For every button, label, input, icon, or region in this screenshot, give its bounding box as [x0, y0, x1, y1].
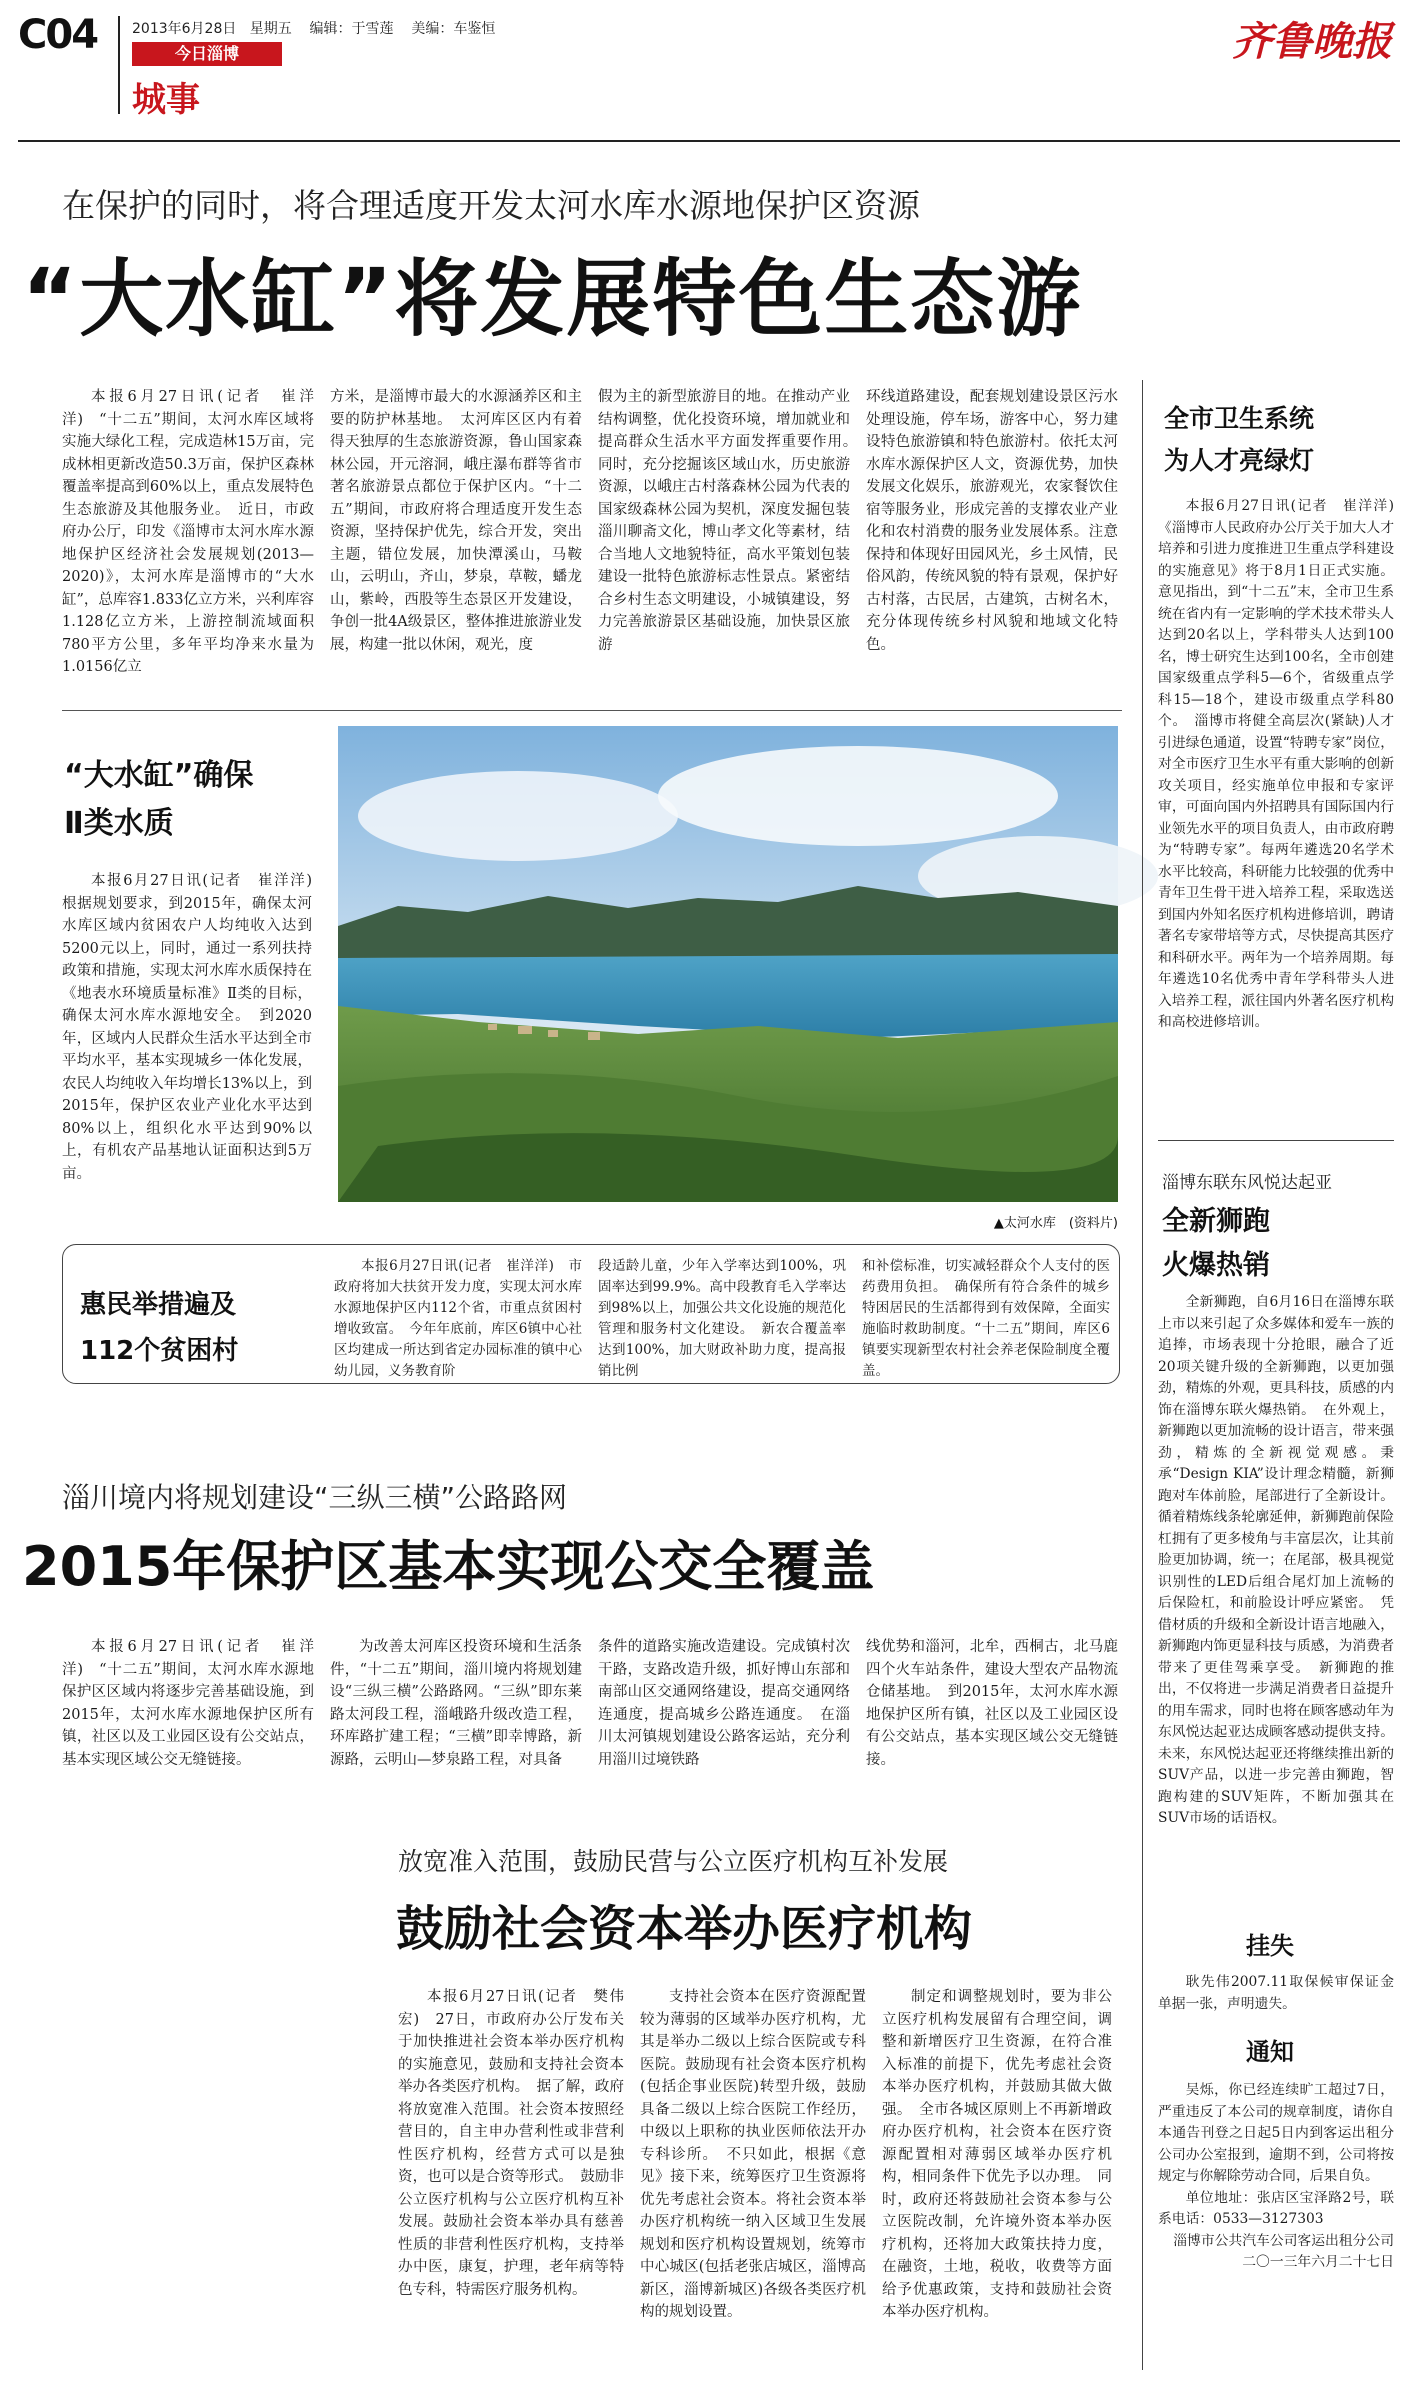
- story4-col4: [866, 1636, 1118, 1796]
- sidebar-b-kicker: 淄博东联东风悦达起亚: [1162, 1173, 1332, 1193]
- story1-col1-text: 本报6月27日讯(记者 崔洋洋) “十二五”期间，太河水库区域将实施大绿化工程，完成造林15万亩，完成林相更新改造50.3万亩，保护区森林覆盖率提高到60%以上，重点发展特色生态旅游及其他服务业。 近日，市政府办公厅，印发《淄博市太河水库水源地保护区经济社会发展规划(2013—2020)》，太河水库是淄博市的“大水缸”，总库容1.833亿立方米，兴利库容1.128亿立方米，上游控制流域面积780平方公里，多年平均净来水量为1.0156亿立: [62, 389, 314, 675]
- story3-headline: [80, 1282, 238, 1374]
- sidebar-a-rule: [1158, 1140, 1394, 1141]
- sidebar-a-headline-line2: 为人才亮绿灯: [1164, 446, 1315, 475]
- story1-col3-text: 假为主的新型旅游目的地。在推动产业结构调整，优化投资环境，增加就业和提高群众生活水平方面发挥重要作用。 同时，充分挖掘该区域山水，历史旅游资源，以峨庄古村落森林公园为代表的国家级森林公园为契机，深度发掘包装淄川聊斋文化，博山孝文化等素材，结合当地人文地貌特征，高水平策划包装建设一批特色旅游标志性景点。紧密结合乡村生态文明建设，小城镇建设，努力完善旅游景区基础设施，加快景区旅游: [598, 389, 865, 653]
- sidebar-a-headline-line1: 全市卫生系统: [1164, 404, 1315, 433]
- sidebar-a-text: 本报6月27日讯(记者 崔洋洋) 《淄博市人民政府办公厅关于加大人才培养和引进力度推进卫生重点学科建设的实施意见》将于8月1日正式实施。意见指出，到“十二五”末，全市卫生系统在省内有一定影响的学术技术带头人达到20名以上，学科带头人达到100名，博士研究生达到100名，全市创建国家级重点学科5—6个，省级重点学科15—18个，建设市级重点学科80个。 淄博市将健全高层次(紧缺)人才引进绿色通道，设置“特聘专家”岗位，对全市医疗卫生水平有重大影响的创新攻关项目，经实施单位申报和专家评审，可面向国内外招聘具有国际国内行业领先水平的项目负责人，由市政府聘为“特聘专家”。每两年遴选20名学术水平比较高，科研能力比较强的优秀中青年卫生骨干进入培养工程，采取选送到国内外知名医疗机构进修培训，聘请著名专家带培等方式，尽快提高其医疗和科研水平。两年为一个培养周期。每年遴选10名优秀中青年学科带头人进入培养工程，派往国内外著名医疗机构和高校进修培训。: [1158, 498, 1408, 1030]
- story4-col2: [330, 1636, 582, 1796]
- story2-body: [62, 870, 327, 1210]
- story3-col3: [862, 1256, 1110, 1379]
- story3-col1-text: 本报6月27日讯(记者 崔洋洋) 市政府将加大扶贫开发力度，实现太河水库水源地保护区内112个省，市重点贫困村增收致富。 今年年底前，库区6镇中心社区均建成一所达到省定办园标准的镇中心幼儿园，义务教育阶: [334, 1258, 582, 1379]
- notice-body: [1158, 2080, 1394, 2380]
- story5-col1: [398, 1986, 624, 2366]
- header-rule: [18, 140, 1400, 142]
- section-tag: 今日淄博: [132, 42, 282, 66]
- section-name: 城事: [132, 80, 200, 120]
- story3-col1: [334, 1256, 582, 1379]
- paper-logo: 齐鲁晚报: [1232, 18, 1392, 65]
- story4-headline: 2015年保护区基本实现公交全覆盖: [22, 1535, 875, 1598]
- header-meta: [132, 18, 495, 38]
- lost-notice-body: [1158, 1972, 1394, 2022]
- story4-col3-text: 条件的道路实施改造建设。完成镇村次干路，支路改造升级，抓好博山东部和南部山区交通网络建设，提高交通网络连通度，提高城乡公路连通度。 在淄川太河镇规划建设公路客运站，充分利用淄川过境铁路: [598, 1639, 850, 1768]
- page-number: C04: [18, 12, 98, 58]
- header-vertical-divider: [118, 16, 120, 114]
- notice-signer: 淄博市公共汽车公司客运出租分公司: [1173, 2232, 1394, 2249]
- sidebar-b-text: 全新狮跑，自6月16日在淄博东联上市以来引起了众多媒体和爱车一族的追捧，市场表现十分抢眼，融合了近20项关键升级的全新狮跑，以更加强劲，精炼的外观，更具科技，质感的内饰在淄博东联火爆热销。 在外观上，新狮跑以更加流畅的设计语言，带来强劲，精炼的全新视觉观感。秉承“Design KIA”设计理念精髓，新狮跑对车体前脸，尾部进行了全新设计。循着精炼线条轮廓延伸，新狮跑前保险杠拥有了更多棱角与丰富层次，让其前脸更加协调，统一；在尾部，极具视觉识别性的LED后组合尾灯加上流畅的后保险杠，和前脸设计呼应紧密。 凭借材质的升级和全新设计语言地融入，新狮跑内饰更显科技与质感，为消费者带来了更佳驾乘享受。 新狮跑的推出，不仅将进一步满足消费者日益提升的用车需求，同时也将在顾客感动年为东风悦达起亚达成顾客感动提供支持。未来，东风悦达起亚还将继续推出新的SUV产品，以进一步完善由狮跑，智跑构建的SUV矩阵，不断加强其在SUV市场的话语权。: [1158, 1294, 1394, 1826]
- reservoir-photo: [338, 726, 1118, 1202]
- story4-col4-text: 线优势和淄河，北牟，西桐古，北马鹿四个火车站条件，建设大型农产品物流仓储基地。 到2015年，太河水库水源地保护区所有镇，社区以及工业园区设有公交站点，基本实现区域公交无缝链接。: [866, 1639, 1118, 1768]
- notice-date: 二〇一三年六月二十七日: [1242, 2254, 1394, 2270]
- story1-col2: [330, 386, 582, 688]
- story3-headline-line2: 112个贫困村: [80, 1336, 239, 1366]
- story4-kicker: 淄川境内将规划建设“三纵三横”公路路网: [62, 1481, 568, 1514]
- story1-col4: [866, 386, 1118, 688]
- editor-credit: 编辑：于雪莲: [309, 21, 394, 37]
- notice-address: 单位地址：张店区宝泽路2号，联系电话：0533—3127303: [1158, 2189, 1394, 2227]
- story5-col2-text: 支持社会资本在医疗资源配置较为薄弱的区域举办医疗机构，尤其是举办二级以上综合医院或专科医院。鼓励现有社会资本医疗机构(包括企事业医院)转型升级，鼓励具备二级以上综合医院工作经历，中级以上职称的执业医师依法开办专科诊所。 不只如此，根据《意见》接下来，统筹医疗卫生资源将优先考虑社会资本。将社会资本举办医疗机构统一纳入区域卫生发展规划和医疗机构设置规划，统筹市中心城区(包括老张店城区，淄博高新区，淄博新城区)各级各类医疗机构的规划设置。: [640, 1989, 866, 2320]
- sidebar-b-body: [1158, 1292, 1394, 1912]
- story3-col2: [598, 1256, 846, 1379]
- story1-col4-text: 环线道路建设，配套规划建设景区污水处理设施，停车场，游客中心，努力建设特色旅游镇和特色旅游村。依托太河水库水源保护区人文，资源优势，加快发展文化娱乐，旅游观光，农家餐饮住宿等服务业，形成完善的支撑农业产业化和农村消费的服务业发展体系。注意保持和体现好田园风光，乡土风情，民俗风韵，传统风貌的特有景观，保护好古村落，古民居，古建筑，古树名木，充分体现传统乡村风貌和地域文化特色。: [866, 389, 1118, 653]
- reservoir-photo-illustration: [338, 726, 1118, 1202]
- story4-col2-text: 为改善太河库区投资环境和生活条件，“十二五”期间，淄川境内将规划建设“三纵三横”公路路网。“三纵”即东莱路太河段工程，淄峨路升级改造工程，环库路扩建工程；“三横”即幸博路，新源路，云明山—梦泉路工程，对具备: [330, 1639, 582, 1768]
- story3-col3-text: 和补偿标准，切实减轻群众个人支付的医药费用负担。 确保所有符合条件的城乡特困居民的生活都得到有效保障，全面实施临时救助制度。“十二五”期间，库区6镇要实现新型农村社会养老保险制度全覆盖。: [862, 1258, 1110, 1379]
- sidebar-divider: [1142, 380, 1143, 2370]
- story3-headline-line1: 惠民举措遍及: [80, 1290, 237, 1320]
- story2-headline: [64, 752, 253, 848]
- story5-col3: [882, 1986, 1112, 2366]
- story1-kicker: 在保护的同时，将合理适度开发太河水库水源地保护区资源: [62, 186, 920, 225]
- story2-headline-line2: Ⅱ类水质: [64, 806, 174, 841]
- story2-headline-line1: “大水缸”确保: [64, 758, 254, 793]
- issue-weekday: 星期五: [249, 21, 292, 37]
- story2-text: 本报6月27日讯(记者 崔洋洋) 根据规划要求，到2015年，确保太河水库区域内贫困农户人均纯收入达到5200元以上，同时，通过一系列扶持政策和措施，实现太河水库水质保持在《地表水环境质量标准》Ⅱ类的目标，确保太河水库水源地安全。 到2020年，区域内人民群众生活水平达到全市平均水平，基本实现城乡一体化发展，农民人均纯收入年均增长13%以上，到2015年，保护区农业产业化水平达到80%以上，组织化水平达到90%以上，有机农产品基地认证面积达到5万亩。: [62, 873, 327, 1182]
- notice-title: 通知: [1246, 2038, 1294, 2066]
- sidebar-b-headline-line1: 全新狮跑: [1162, 1206, 1270, 1237]
- designer-credit: 美编：车鉴恒: [411, 21, 496, 37]
- lost-notice-text: 耿先伟2007.11取保候审保证金单据一张，声明遗失。: [1158, 1974, 1394, 2012]
- story5-col2: [640, 1986, 866, 2366]
- issue-date: 2013年6月28日: [132, 21, 237, 37]
- story1-col2-text: 方米，是淄博市最大的水源涵养区和主要的防护林基地。 太河库区区内有着得天独厚的生态旅游资源，鲁山国家森林公园，开元溶洞，峨庄瀑布群等省市著名旅游景点都位于保护区内。“十二五”期间，市政府将合理适度开发生态资源，坚持保护优先，综合开发，突出主题，错位发展，加快潭溪山，马鞍山，云明山，齐山，梦泉，草鞍，蟠龙山，紫岭，西股等生态景区开发建设，争创一批4A级景区，整体推进旅游业发展，构建一批以休闲，观光，度: [330, 389, 582, 653]
- story3-col2-text: 段适龄儿童，少年入学率达到100%，巩固率达到99.9%。高中段教育毛入学率达到98%以上，加强公共文化设施的规范化管理和服务村文化建设。 新农合覆盖率达到100%，加大财政补助力度，提高报销比例: [598, 1258, 846, 1379]
- sidebar-a-headline: [1164, 398, 1314, 482]
- story5-col3-text: 制定和调整规划时，要为非公立医疗机构发展留有合理空间，调整和新增医疗卫生资源，在符合准入标准的前提下，优先考虑社会资本举办医疗机构，并鼓励其做大做强。 全市各城区原则上不再新增政府办医疗机构，社会资本在医疗资源配置相对薄弱区域举办医疗机构，相同条件下优先予以办理。 同时，政府还将鼓励社会资本参与公立医院改制，允许境外资本举办医疗机构，还将加大政策扶持力度，在融资，土地，税收，收费等方面给予优惠政策，支持和鼓励社会资本举办医疗机构。: [882, 1989, 1112, 2320]
- story4-col1-text: 本报6月27日讯(记者 崔洋洋) “十二五”期间，太河水库水源地保护区区域内将逐步完善基础设施，到2015年，太河水库水源地保护区所有镇，社区以及工业园区设有公交站点，基本实现区域公交无缝链接。: [62, 1639, 314, 1768]
- story4-col3: [598, 1636, 850, 1796]
- notice-text: 吴烁，你已经连续旷工超过7日，严重违反了本公司的规章制度，请你自本通告刊登之日起5日内到客运出租分公司办公室报到，逾期不到，公司将按规定与你解除劳动合同，后果自负。: [1158, 2082, 1394, 2184]
- story1-col1: [62, 386, 314, 688]
- story5-kicker: 放宽准入范围，鼓励民营与公立医疗机构互补发展: [398, 1847, 949, 1876]
- story1-headline: “大水缸”将发展特色生态游: [22, 250, 1083, 348]
- story1-col3: [598, 386, 865, 688]
- story5-headline: 鼓励社会资本举办医疗机构: [396, 1901, 973, 1957]
- sidebar-a-body: [1158, 496, 1408, 1118]
- story1-bottom-rule: [62, 710, 1122, 711]
- sidebar-b-headline: [1162, 1200, 1270, 1288]
- story4-col1: [62, 1636, 314, 1796]
- lost-notice-title: 挂失: [1246, 1932, 1294, 1960]
- photo-caption: ▲太河水库 (资料片): [993, 1216, 1118, 1231]
- sidebar-b-headline-line2: 火爆热销: [1162, 1250, 1270, 1281]
- story5-col1-text: 本报6月27日讯(记者 樊伟宏) 27日，市政府办公厅发布关于加快推进社会资本举办医疗机构的实施意见，鼓励和支持社会资本举办各类医疗机构。 据了解，政府将放宽准入范围。社会资本按照经营目的，自主申办营利性或非营利性医疗机构，经营方式可以是独资，也可以是合资等形式。 鼓励非公立医疗机构与公立医疗机构互补发展。鼓励社会资本举办具有慈善性质的非营利性医疗机构，支持举办中医，康复，护理，老年病等特色专科，特需医疗服务机构。: [398, 1989, 624, 2298]
